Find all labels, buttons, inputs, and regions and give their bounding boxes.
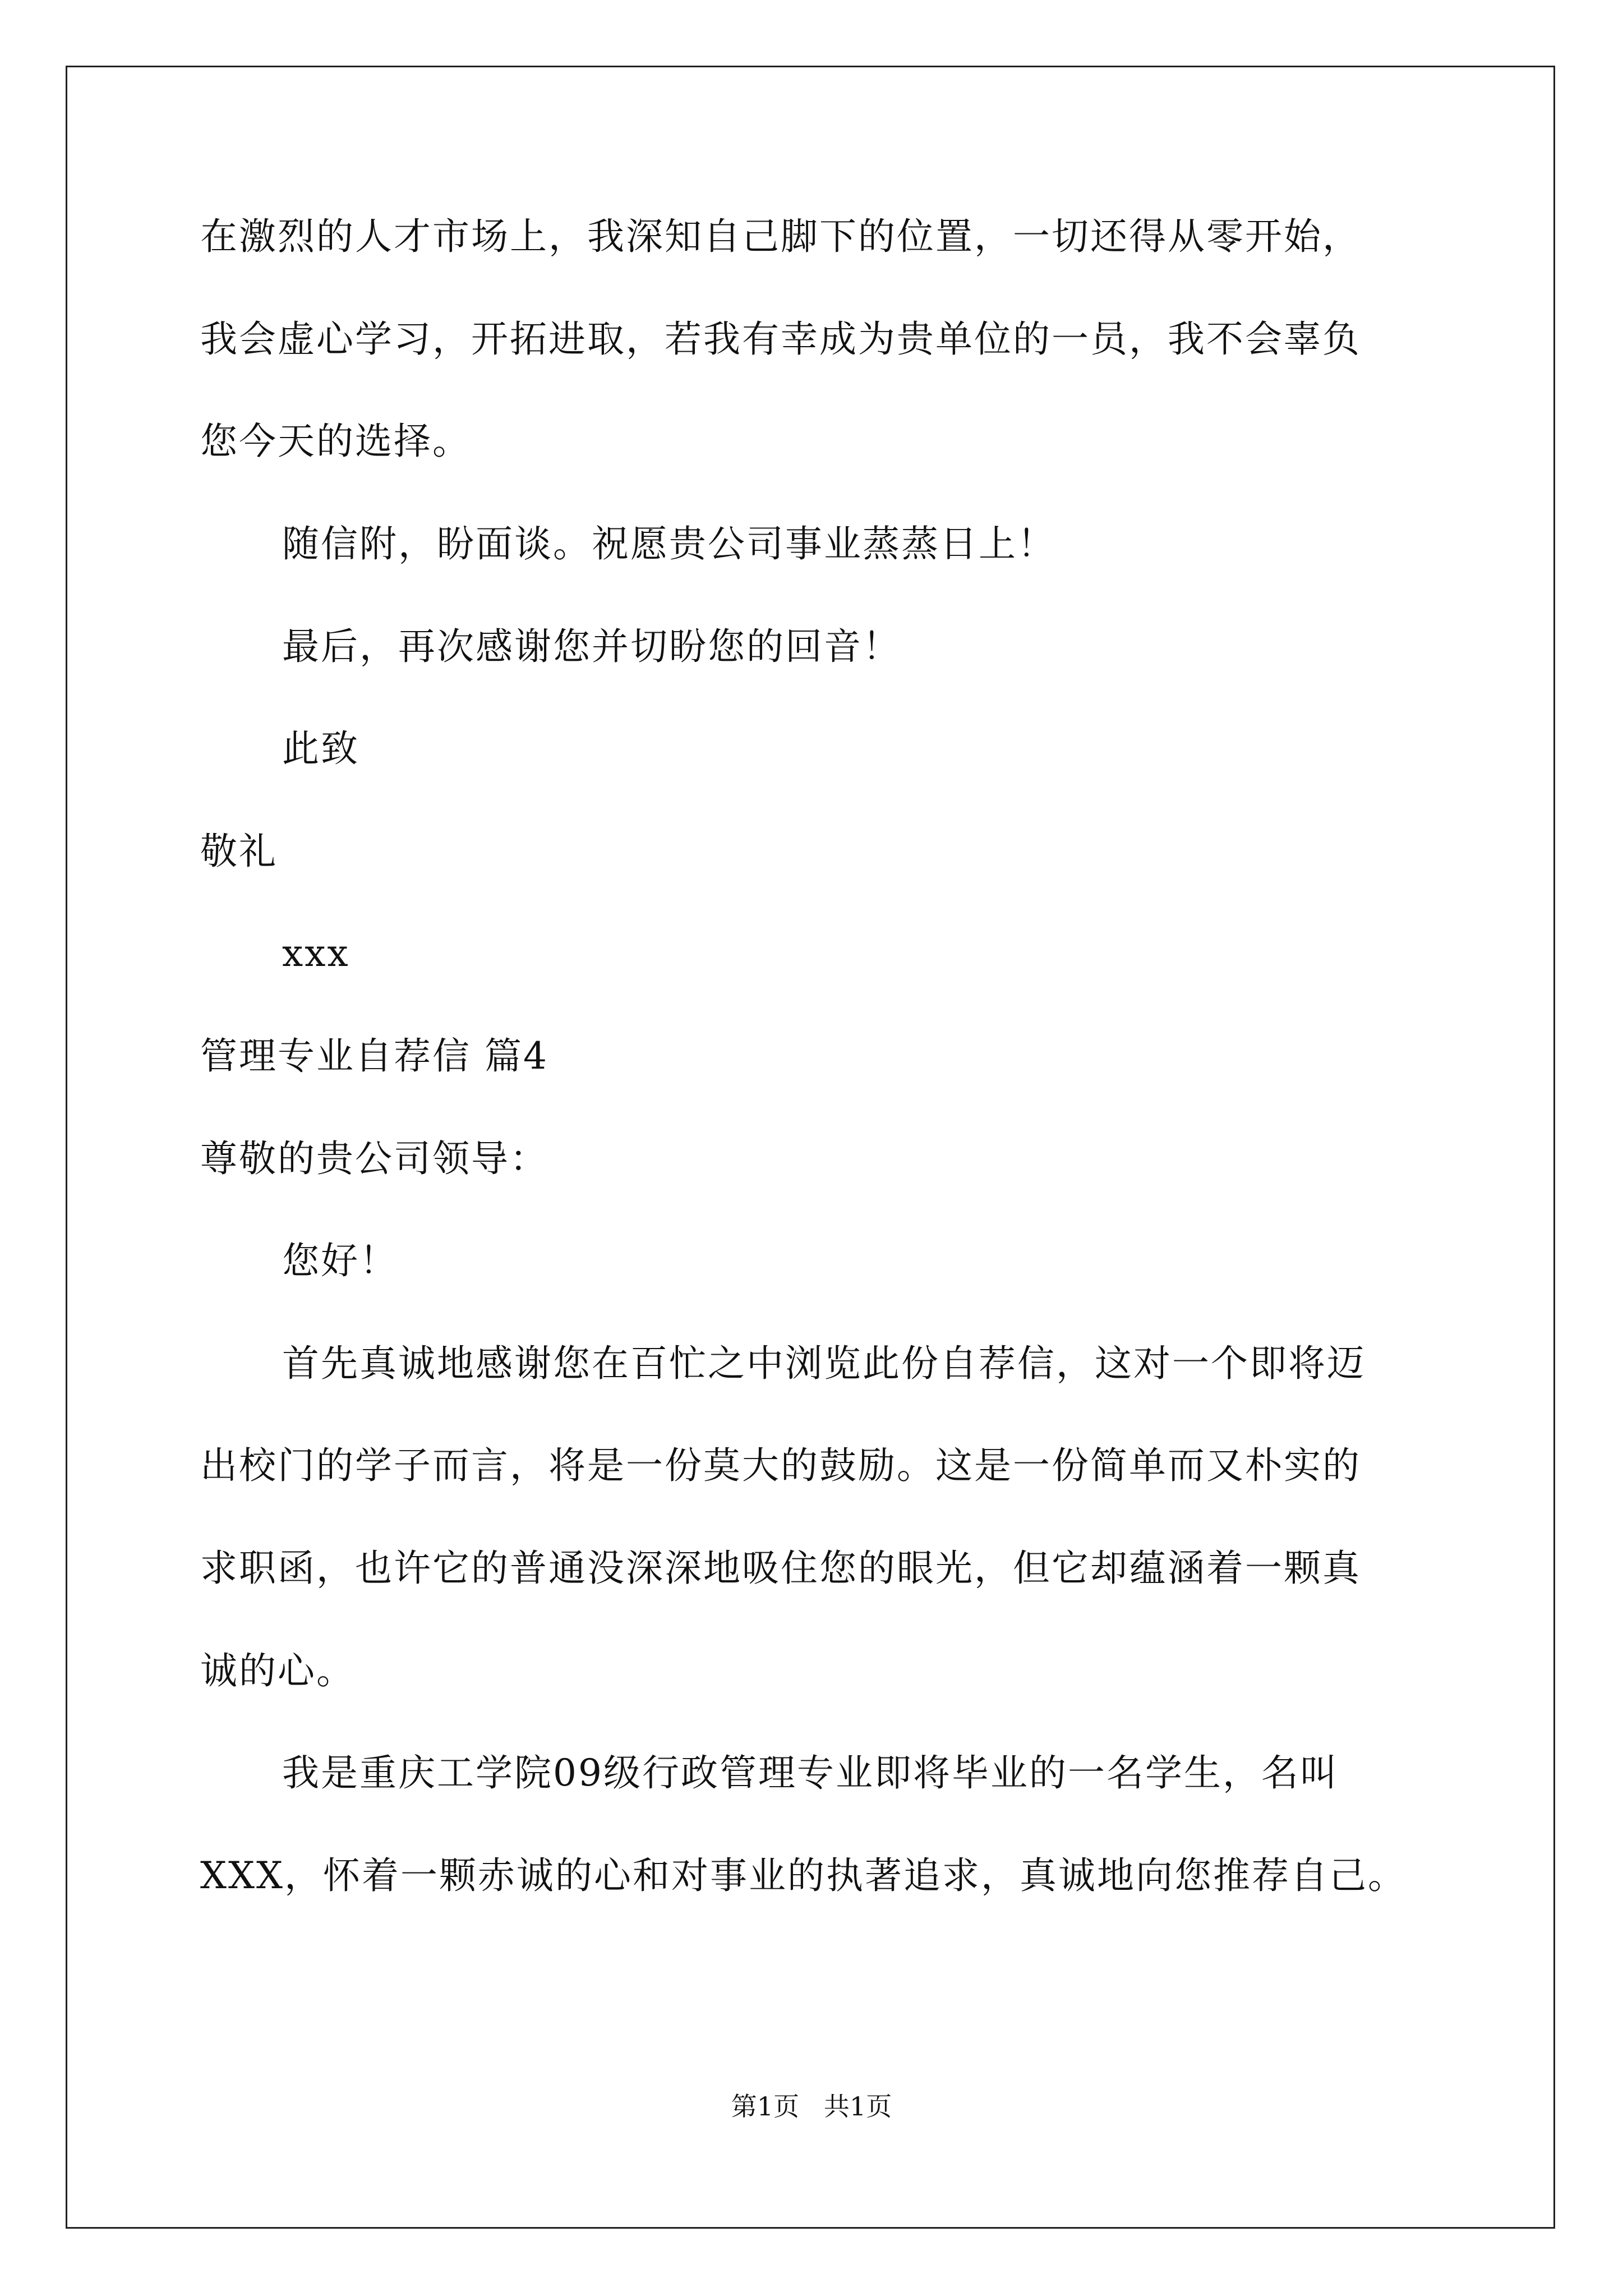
text-line-17: XXX，怀着一颗赤诚的心和对事业的执著追求，真诚地向您推荐自己。 — [200, 1854, 1407, 1897]
text-line-16: 我是重庆工学院09级行政管理专业即将毕业的一名学生，名叫 — [282, 1751, 1339, 1795]
text-line-15: 诚的心。 — [200, 1649, 355, 1692]
page-number-footer: 第1页 共1页 — [731, 2091, 892, 2122]
text-line-3: 您今天的选择。 — [200, 420, 471, 463]
text-line-2: 我会虚心学习，开拓进取，若我有幸成为贵单位的一员，我不会辜负 — [200, 318, 1361, 361]
hello-line: 您好！ — [282, 1239, 398, 1282]
text-line-closing: 此致 — [282, 727, 359, 770]
text-line-13: 出校门的学子而言，将是一份莫大的鼓励。这是一份简单而又朴实的 — [200, 1444, 1361, 1487]
section-heading: 管理专业自荐信 篇4 — [200, 1034, 548, 1078]
greeting-line: 尊敬的贵公司领导： — [200, 1137, 548, 1180]
text-line-5: 最后，再次感谢您并切盼您的回音！ — [282, 625, 901, 668]
text-line-12: 首先真诚地感谢您在百忙之中浏览此份自荐信，这对一个即将迈 — [282, 1342, 1366, 1385]
text-line-14: 求职函，也许它的普通没深深地吸住您的眼光，但它却蕴涵着一颗真 — [200, 1547, 1361, 1590]
signature-line: xxx — [282, 932, 350, 975]
text-line-4: 随信附，盼面谈。祝愿贵公司事业蒸蒸日上！ — [282, 522, 1056, 565]
text-line-salute: 敬礼 — [200, 830, 278, 873]
text-line-1: 在激烈的人才市场上，我深知自己脚下的位置，一切还得从零开始， — [200, 215, 1361, 258]
